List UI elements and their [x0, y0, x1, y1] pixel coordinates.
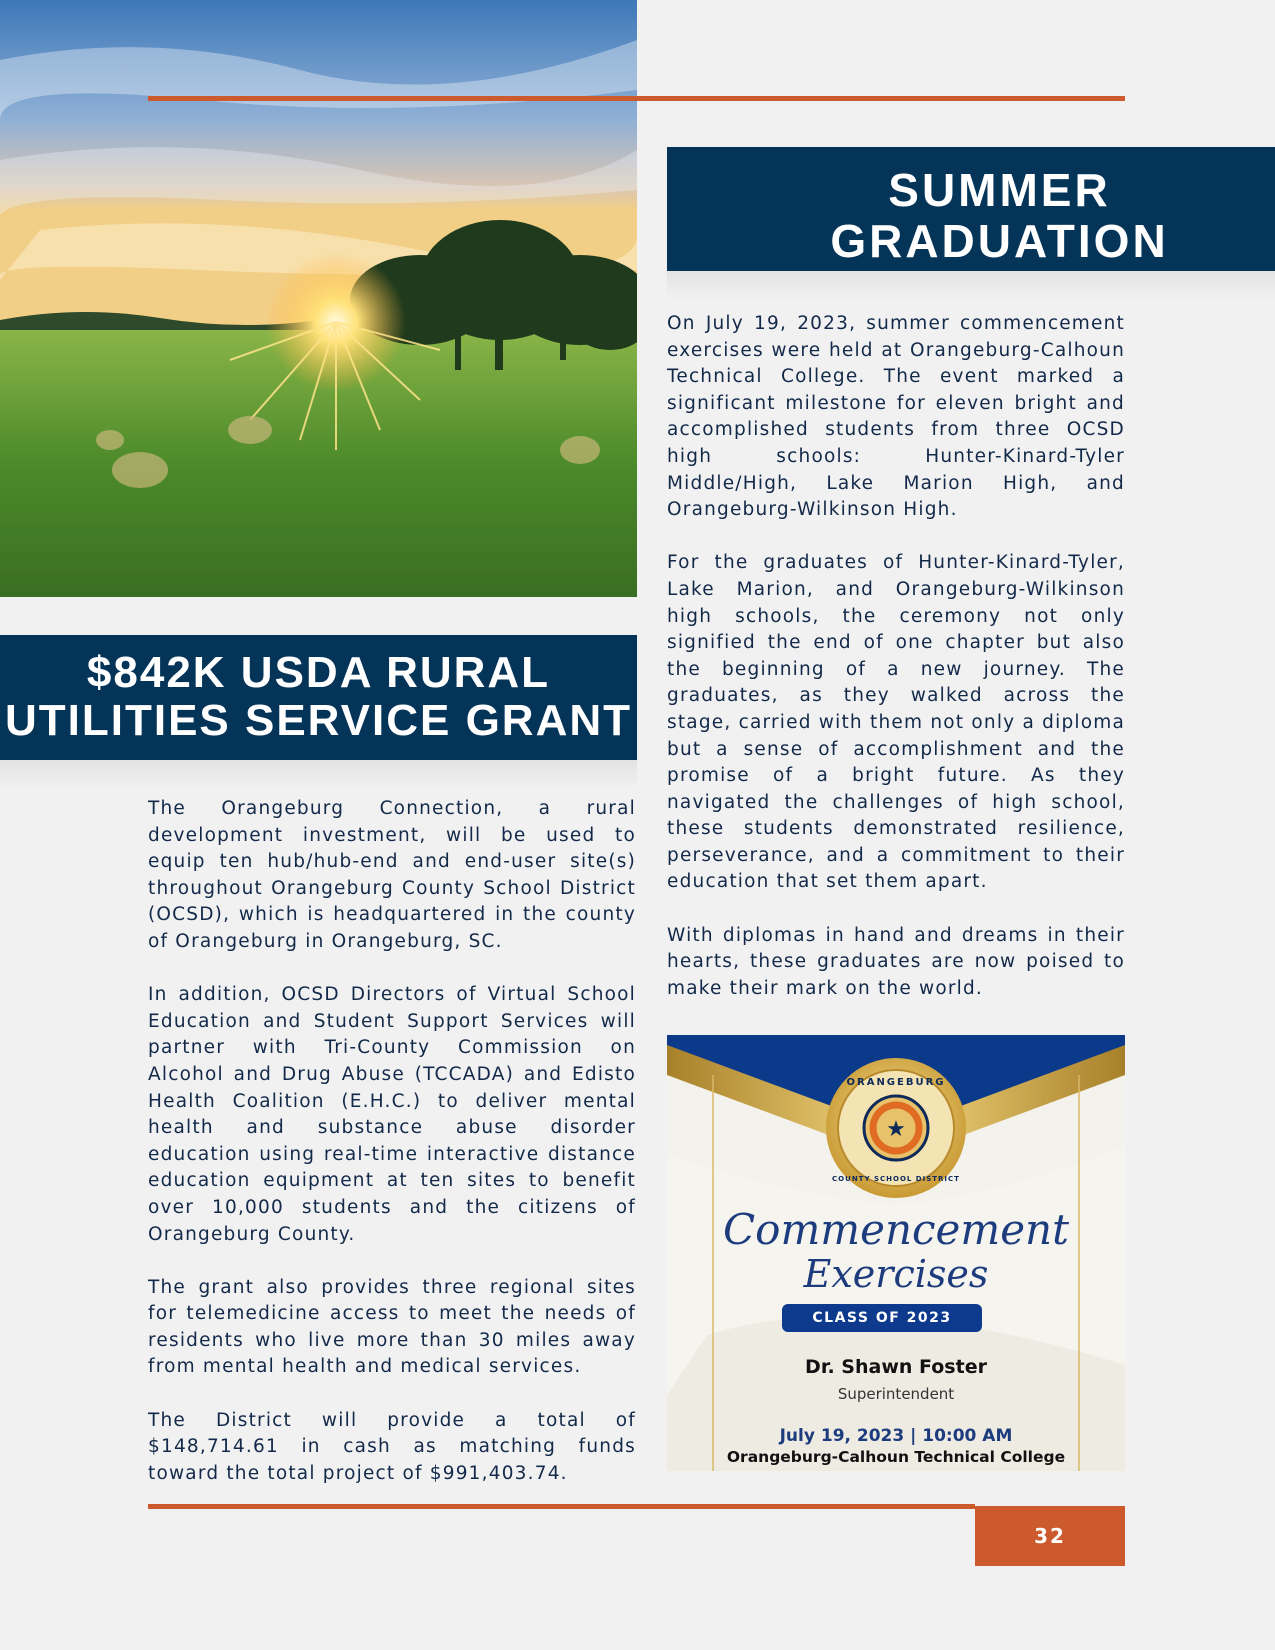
summer-graduation-banner: [667, 147, 1275, 271]
summer-graduation-heading: [667, 165, 1275, 266]
seal-top-text: ORANGEBURG: [846, 1077, 946, 1088]
paragraph: With diplomas in hand and dreams in their hearts, these graduates are now poised to make their mark on the world.: [667, 924, 1125, 999]
usda-grant-body: [148, 796, 636, 1487]
summer-graduation-body: [667, 311, 1125, 1002]
flyer-title-line-1: Commencement: [723, 1205, 1069, 1254]
commencement-flyer: [667, 1035, 1125, 1471]
paragraph: In addition, OCSD Directors of Virtual School Education and Student Support Services will partner with Tri-County Commission on Alcohol and Drug Abuse (TCCADA) and Edisto Health Coalition (E.H.C.) to deliver mental health and substance abuse disorder education using real-time interactive distance education equipment at ten sites to benefit over 10,000 students and the citizens of Orangeburg County.: [148, 984, 636, 1245]
sunset-field-photo: [0, 0, 637, 597]
speaker-name: Dr. Shawn Foster: [805, 1356, 987, 1378]
usda-grant-heading: [0, 635, 637, 746]
usda-grant-banner: [0, 635, 637, 760]
top-divider: [148, 96, 1125, 101]
bottom-divider: [148, 1504, 975, 1509]
speaker-title: Superintendent: [837, 1385, 955, 1403]
svg-text:★: ★: [886, 1117, 906, 1142]
paragraph: The District will provide a total of $148,714.61 in cash as matching funds toward the total project of $991,403.74.: [148, 1409, 636, 1484]
banner-shadow: [667, 271, 1275, 301]
paragraph: On July 19, 2023, summer commencement exercises were held at Orangeburg-Calhoun Technical College. The event marked a significant milestone for eleven bright and accomplished students from three OCSD high schools: Hunter-Kinard-Tyler Middle/High, Lake Marion High, and Orangeburg-Wilkinson High.: [667, 313, 1125, 521]
heading-line-2: GRADUATION: [830, 214, 1169, 267]
heading-line-2: UTILITIES SERVICE GRANT: [4, 696, 633, 746]
banner-shadow: [0, 760, 637, 790]
flyer-title-line-2: Exercises: [803, 1252, 989, 1296]
heading-line-1: $842K USDA RURAL: [86, 648, 551, 697]
heading-line-1: SUMMER: [888, 164, 1111, 216]
paragraph: The grant also provides three regional sites for telemedicine access to meet the needs of residents who live more than 30 miles away from mental health and medical services.: [148, 1276, 636, 1378]
event-venue: Orangeburg-Calhoun Technical College: [726, 1448, 1066, 1466]
class-badge: CLASS OF 2023: [782, 1304, 982, 1332]
paragraph: For the graduates of Hunter-Kinard-Tyler, Lake Marion, and Orangeburg-Wilkinson high schools, the ceremony not only signified the end of one chapter but also the beginning of a new journey. The graduates, as they walked across the stage, carried with them not only a diploma but a sense of accomplishment and the promise of a bright future. As they navigated the challenges of high school, these students demonstrated resilience, perseverance, and a commitment to their education that set them apart.: [667, 552, 1125, 893]
paragraph: The Orangeburg Connection, a rural development investment, will be used to equip ten hub/hub-end and end-user site(s) throughout Orangeburg County School District (OCSD), which is headquartered in the county of Orangeburg in Orangeburg, SC.: [148, 798, 636, 952]
page-number: 32: [975, 1506, 1125, 1566]
seal-bottom-text: COUNTY SCHOOL DISTRICT: [832, 1175, 960, 1183]
event-datetime: July 19, 2023 | 10:00 AM: [779, 1426, 1013, 1446]
